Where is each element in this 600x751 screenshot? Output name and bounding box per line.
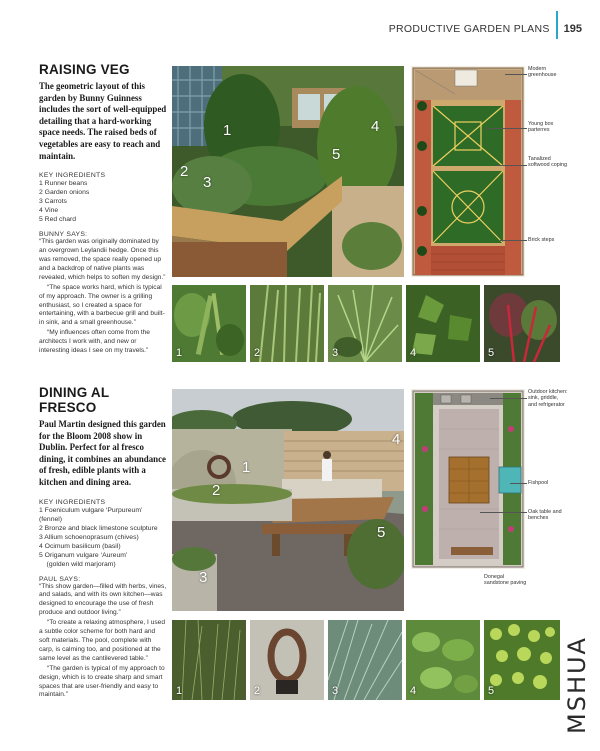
- raising-veg-ingredients-heading: KEY INGREDIENTS: [39, 172, 106, 180]
- thumbnail-number: 3: [332, 347, 339, 359]
- basil-thumbnail: [406, 620, 480, 700]
- dining-intro: Paul Martin designed this garden for the Bloom 2008 show in Dublin. Perfect for al fresco dining, it combines an abundance of fresh, edible plants with a kitchen and dining area.: [39, 419, 166, 487]
- chives-thumbnail: [328, 620, 402, 700]
- bunny-quote: [39, 238, 167, 356]
- thumbnail-number: 2: [254, 347, 261, 359]
- quote-paragraph: “The space works hard, which is typical of my approach. The owner is a grilling enthusiast, so I created a space for entertaining, with a barbecue grill and built-in sink, and a small greenhouse.”: [39, 283, 165, 327]
- plan-leader-line: [510, 483, 527, 484]
- dining-title: DINING AL FRESCO: [39, 385, 110, 415]
- watermark: [563, 632, 591, 737]
- dining-ingredients: [39, 506, 167, 569]
- dining-ingredients-heading: KEY INGREDIENTS: [39, 498, 106, 506]
- raising-veg-text: [39, 62, 167, 357]
- thumbnail-number: 5: [488, 347, 495, 359]
- photo-label: 3: [203, 174, 212, 191]
- photo-label: 2: [212, 482, 221, 499]
- photo-label: 2: [180, 163, 189, 180]
- section-title: PRODUCTIVE GARDEN PLANS: [388, 23, 550, 35]
- raising-veg-title: RAISING VEG: [39, 62, 130, 77]
- runner-beans-thumbnail: [172, 285, 246, 362]
- thumbnail-number: 2: [254, 685, 261, 697]
- ingredient-item: 3 Allium schoenoprasum (chives): [39, 533, 139, 541]
- ingredient-item: 1 Foeniculum vulgare ‘Purpureum’ (fennel): [39, 506, 143, 523]
- garden-onions-thumbnail: [250, 285, 324, 362]
- header-divider: [556, 11, 558, 39]
- thumbnail-number: 1: [176, 685, 183, 697]
- thumbnail-number: 3: [332, 685, 339, 697]
- quote-paragraph: “To create a relaxing atmosphere, I used a subtle color scheme for both hard and soft materials. The pool, complete with carp, is calming too, and positioned at the same level as the cantilevered table.”: [39, 619, 166, 662]
- quote-paragraph: “This show garden—filled with herbs, vines, and salads, and with its own kitchen—was designed to encourage the use of fresh produce and outdoor living.”: [39, 582, 167, 617]
- dining-plan-drawing: [411, 389, 525, 569]
- watermark-text: MSHUA: [563, 635, 591, 734]
- plan-note: Donegal sandstone paving: [484, 574, 527, 587]
- quote-paragraph: “The garden is typical of my approach to design, which is to create sharp and smart spaces that are user-friendly and easy to maintain.”: [39, 664, 165, 699]
- plan-leader-line: [480, 512, 527, 513]
- ingredient-item: 4 Ocimum basilicum (basil): [39, 542, 121, 550]
- thumbnail-number: 1: [176, 347, 183, 359]
- vine-thumbnail: [406, 285, 480, 362]
- raising-veg-intro: The geometric layout of this garden by Bunny Guinness includes the sort of well-equipped detailing that a hard-working space needs. The raised beds of vegetables are easy to reach and maintain.: [39, 81, 167, 161]
- quote-paragraph: “This garden was originally dominated by an overgrown Leylandii hedge. Once this was removed, the space really opened up and a backdrop of native plants was revealed, which helps to soften my design.”: [39, 238, 166, 281]
- ingredient-item: 4 Vine: [39, 207, 59, 215]
- plan-note: Fishpool: [528, 480, 549, 486]
- raised-beds-illustration: [172, 66, 404, 277]
- red-chard-thumbnail: [484, 285, 560, 362]
- photo-label: 5: [332, 146, 341, 163]
- plan-note: Tanalized softwood coping: [528, 156, 567, 169]
- photo-label: 4: [371, 118, 380, 135]
- paul-says-heading: PAUL SAYS:: [39, 575, 81, 583]
- raised-beds-photo: [172, 66, 404, 277]
- photo-label: 3: [199, 569, 208, 586]
- plan-note: Modern greenhouse: [528, 66, 557, 79]
- paul-quote: [39, 583, 167, 701]
- plan-note: Young box parterres: [528, 121, 554, 134]
- ingredient-item: 3 Carrots: [39, 198, 67, 206]
- photo-label: 1: [223, 122, 232, 139]
- thumbnail-number: 4: [410, 347, 417, 359]
- plan-note: Outdoor kitchen: sink, griddle, and refrigerator: [528, 389, 568, 408]
- thumbnail-number: 4: [410, 685, 417, 697]
- photo-label: 5: [377, 524, 386, 541]
- fennel-thumbnail: [172, 620, 246, 700]
- ingredient-item: 2 Bronze and black limestone sculpture: [39, 524, 158, 532]
- ingredient-item: 2 Garden onions: [39, 189, 90, 197]
- page-header: [389, 20, 582, 38]
- raising-veg-ingredients: [39, 179, 167, 224]
- ingredient-item: (golden wild marjoram): [39, 560, 116, 568]
- raising-veg-plan: [411, 66, 525, 277]
- photo-label: 1: [242, 459, 251, 476]
- dining-garden-photo: [172, 389, 404, 611]
- photo-label: 4: [392, 431, 401, 448]
- plan-note: Oak table and benches: [528, 509, 562, 522]
- quote-paragraph: “My influences often come from the architects I work with, and new or interesting ideas I see on my travels.”: [39, 329, 150, 355]
- dining-plan: [411, 389, 525, 569]
- ingredient-item: 5 Red chard: [39, 216, 77, 224]
- page-number: 195: [563, 23, 582, 35]
- plan-leader-line: [500, 240, 527, 241]
- thumbnail-number: 5: [488, 685, 495, 697]
- carrots-thumbnail: [328, 285, 402, 362]
- marjoram-thumbnail: [484, 620, 560, 700]
- sculpture-thumbnail: [250, 620, 324, 700]
- ingredient-item: 1 Runner beans: [39, 180, 88, 188]
- ingredient-item: 5 Origanum vulgare ‘Aureum’: [39, 551, 128, 559]
- plan-leader-line: [486, 128, 527, 129]
- dining-text: [39, 385, 167, 701]
- plan-leader-line: [490, 398, 527, 399]
- plan-note: Brick steps: [528, 237, 555, 243]
- bunny-says-heading: BUNNY SAYS:: [39, 231, 88, 239]
- plan-leader-line: [505, 74, 527, 75]
- plan-leader-line: [497, 165, 527, 166]
- veg-plan-drawing: [411, 66, 525, 277]
